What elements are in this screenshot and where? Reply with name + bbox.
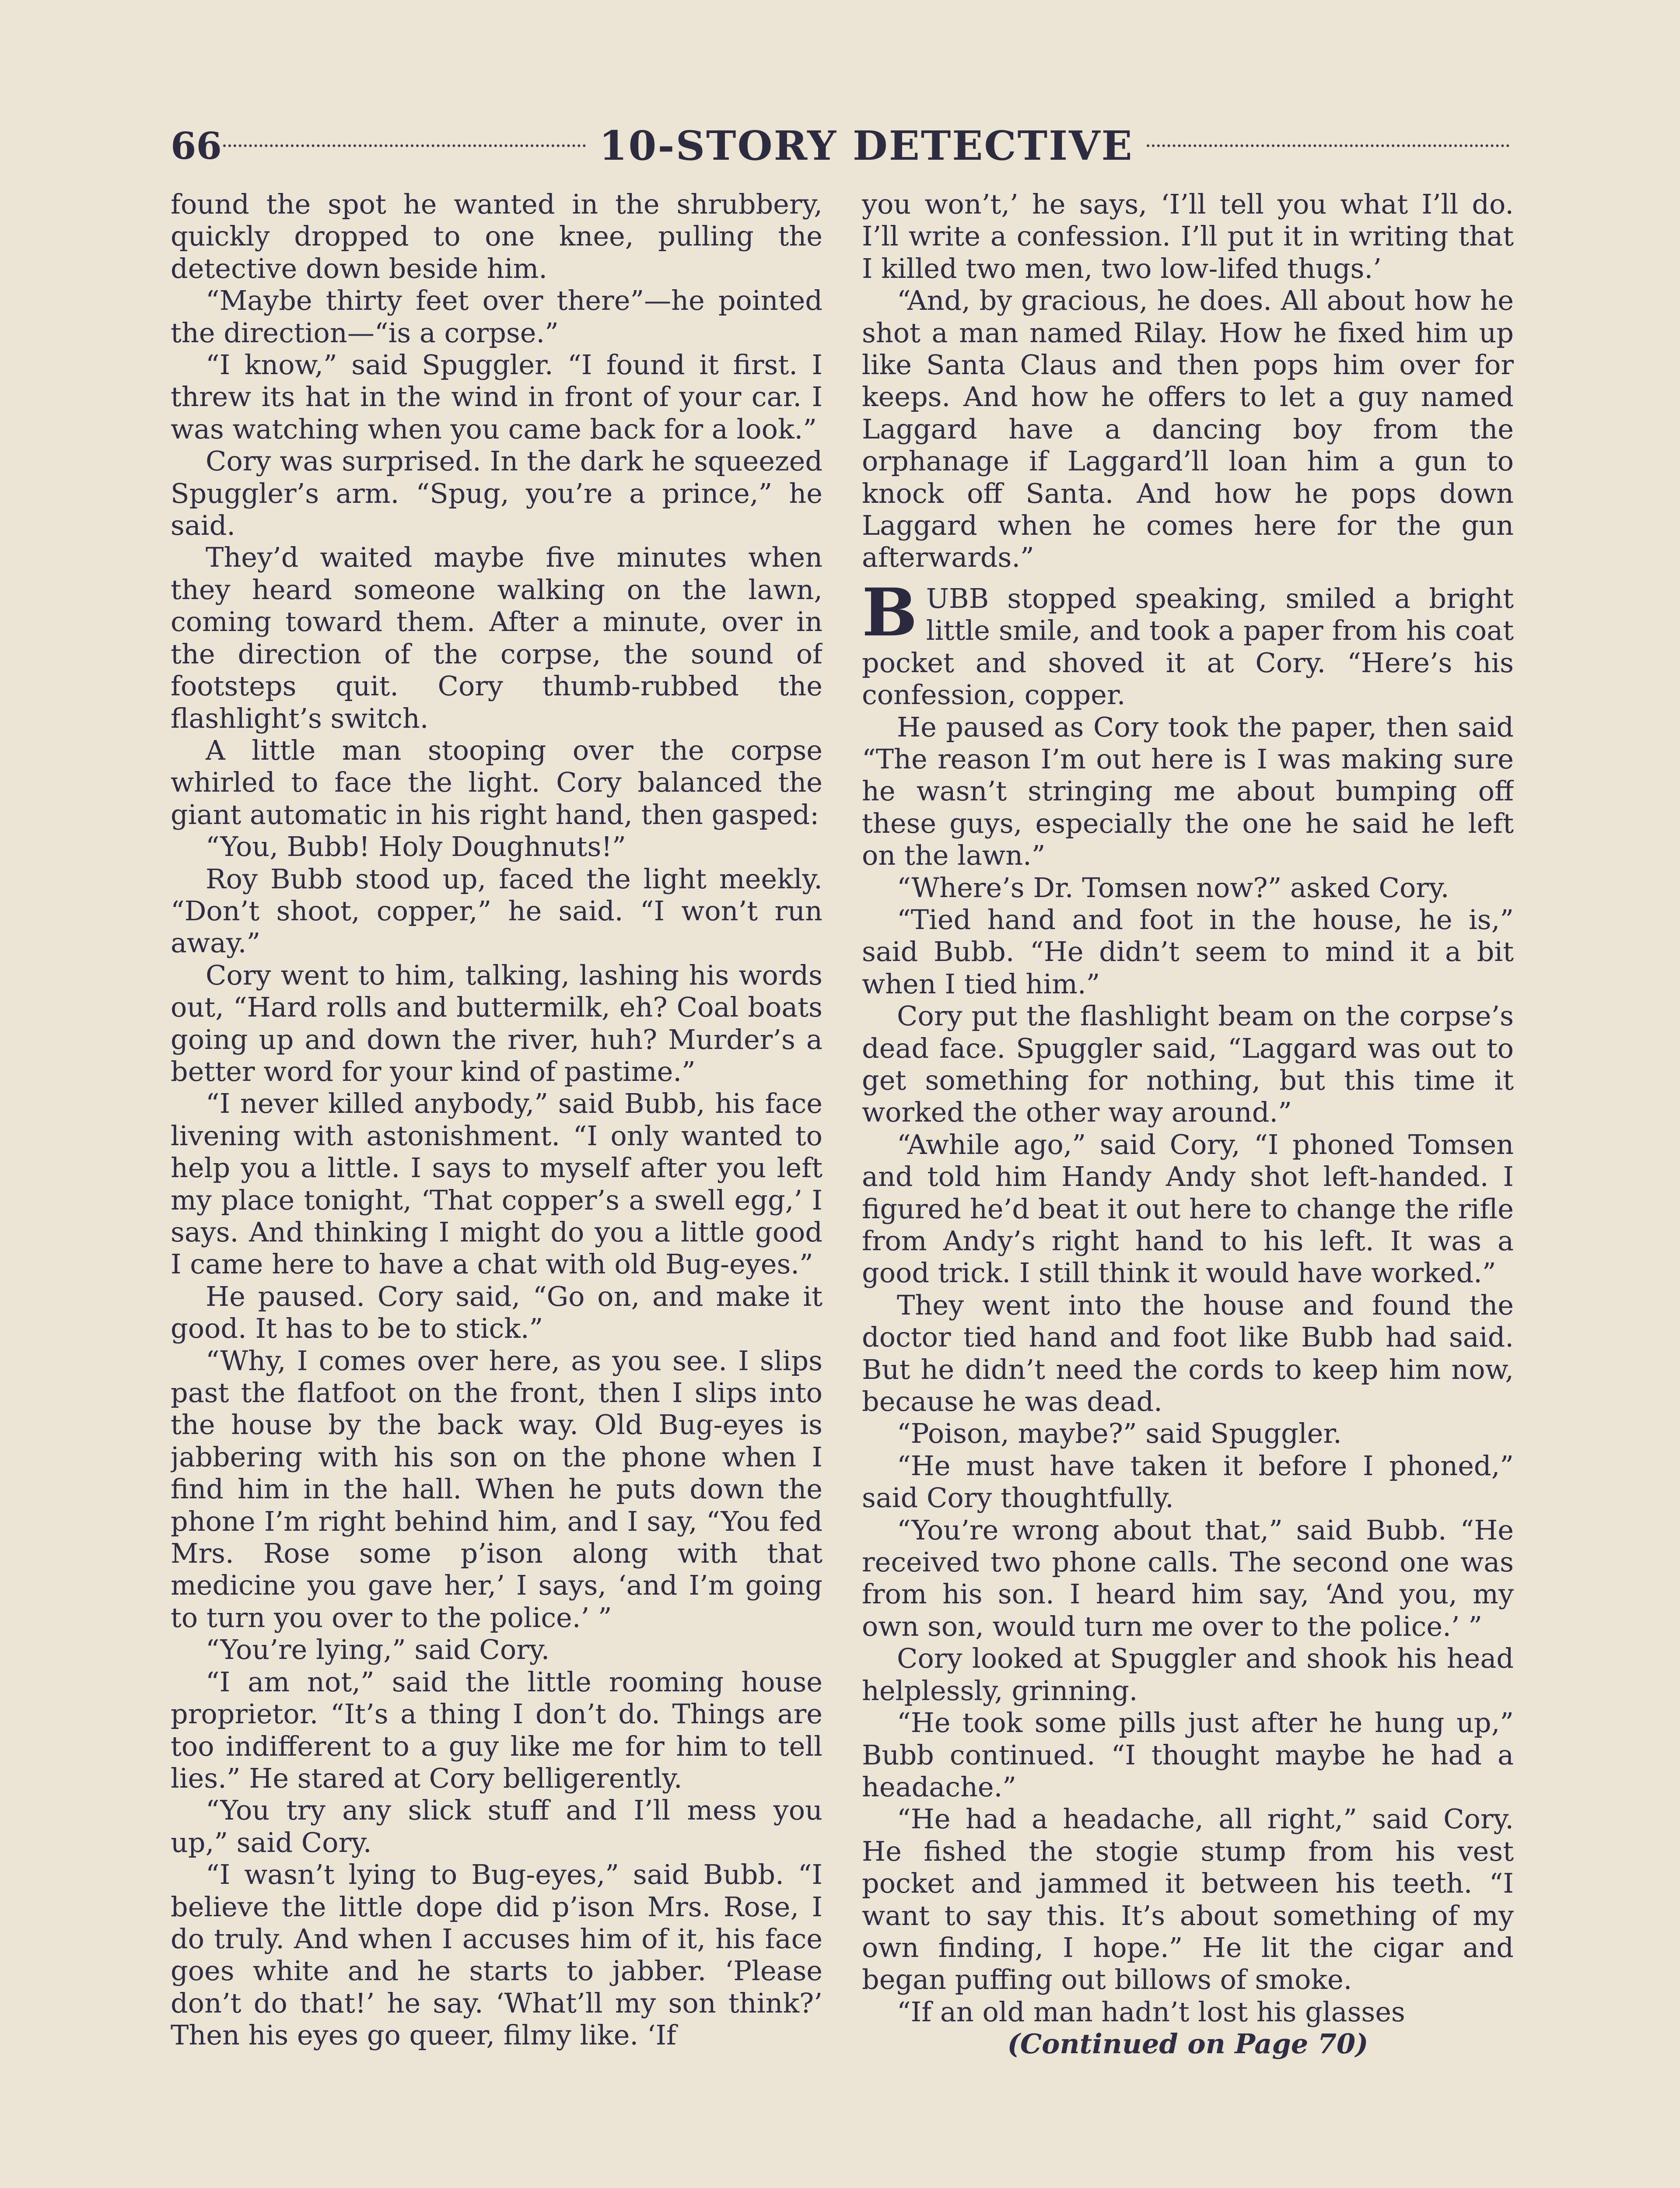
paragraph: Cory went to him, talking, lashing his words out, “Hard rolls and buttermilk, eh? Coal boats going up and down the river, huh? Murder’s a better word for your kind of pastime.” [171,959,822,1087]
paragraph: “I wasn’t lying to Bug-eyes,” said Bubb. “I believe the little dope did p’ison Mrs. Rose, I do truly. And when I accuses him of it, his face goes white and he starts to jabber. ‘Please don’t do that!’ he say. ‘What’ll my son think?’ Then his eyes go queer, filmy like. ‘If [171,1858,822,2051]
paragraph: “Maybe thirty feet over there”—he pointed the direction—“is a corpse.” [171,284,822,349]
paragraph: Cory put the flashlight beam on the corpse’s dead face. Spuggler said, “Laggard was out to get something for nothing, but this time it worked the other way around.” [862,1000,1514,1129]
paragraph: “Why, I comes over here, as you see. I slips past the flatfoot on the front, then I slips into the house by the back way. Old Bug-eyes is jabbering with his son on the phone when I find him in the hall. When he puts down the phone I’m right behind him, and I say, “You fed Mrs. Rose some p’ison along with that medicine you gave her,’ I says, ‘and I’m going to turn you over to the police.’ ” [171,1344,822,1634]
paragraph: “You, Bubb! Holy Doughnuts!” [206,831,626,863]
paragraph: “He had a headache, all right,” said Cory. He fished the stogie stump from his vest pocket and jammed it between his teeth. “I want to say this. It’s about something of my own finding, I hope.” He lit the cigar and began puffing out billows of smoke. [862,1803,1514,1996]
page-number: 66 [171,124,222,168]
paragraph: “You’re lying,” said Cory. [206,1634,550,1666]
dropcap-paragraph [862,574,1514,711]
paragraph: “Poison, maybe?” said Spuggler. [897,1417,1342,1450]
paragraph: “He took some pills just after he hung up,” Bubb continued. “I thought maybe he had a headache.” [862,1707,1514,1803]
paragraph: He paused. Cory said, “Go on, and make it good. It has to be to stick.” [171,1280,822,1345]
paragraph: “You try any slick stuff and I’ll mess you up,” said Cory. [171,1794,822,1858]
magazine-title: 10-STORY DETECTIVE [599,122,1134,169]
paragraph: They’d waited maybe five minutes when they heard someone walking on the lawn, coming toward them. After a minute, over in the direction of the corpse, the sound of footsteps quit. Cory thumb-rubbed the flashlight’s switch. [171,541,822,734]
paragraph: “Tied hand and foot in the house, he is,” said Bubb. “He didn’t seem to mind it a bit when I tied him.” [862,903,1514,1000]
paragraph: “I am not,” said the little rooming house proprietor. “It’s a thing I don’t do. Things are too indifferent to a guy like me for him to tell lies.” He stared at Cory belligerently. [171,1666,822,1794]
paragraph: He paused as Cory took the paper, then said “The reason I’m out here is I was making sure he wasn’t stringing me about bumping off these guys, especially the one he said he left on the lawn.” [862,711,1514,872]
paragraph: “Awhile ago,” said Cory, “I phoned Tomsen and told him Handy Andy shot left-handed. I figured he’d beat it out here to change the rifle from Andy’s right hand to his left. It was a good trick. I still think it would have worked.” [862,1128,1514,1289]
paragraph: “I never killed anybody,” said Bubb, his face livening with astonishment. “I only wanted to help you a little. I says to myself after you left my place tonight, ‘That copper’s a swell egg,’ I says. And thinking I might do you a little good I came here to have a chat with old Bug-eyes.” [171,1087,822,1280]
paragraph: A little man stooping over the corpse whirled to face the light. Cory balanced the giant automatic in his right hand, then gasped: [171,734,822,831]
paragraph: They went into the house and found the doctor tied hand and foot like Bubb had said. But he didn’t need the cords to keep him now, because he was dead. [862,1289,1514,1418]
paragraph: Cory looked at Spuggler and shook his head helplessly, grinning. [862,1642,1514,1707]
paragraph: “Where’s Dr. Tomsen now?” asked Cory. [897,871,1449,904]
dropcap-letter: B [862,574,917,651]
page-header [171,117,1522,174]
paragraph: you won’t,’ he says, ‘I’ll tell you what I’ll do. I’ll write a confession. I’ll put it in writing that I killed two men, two low-lifed thugs.’ [862,188,1514,284]
left-column [171,188,822,2188]
paragraph: “You’re wrong about that,” said Bubb. “He received two phone calls. The second one was from his son. I heard him say, ‘And you, my own son, would turn me over to the police.’ ” [862,1514,1514,1642]
paragraph: “He must have taken it before I phoned,” said Cory thoughtfully. [862,1449,1514,1514]
paragraph: Cory was surprised. In the dark he squeezed Spuggler’s arm. “Spug, you’re a prince,” he said. [171,445,822,542]
header-rule-right [1147,144,1509,147]
paragraph: “If an old man hadn’t lost his glasses [897,1995,1405,2028]
header-rule-left [223,144,586,147]
dropcap-text: UBB stopped speaking, smiled a bright little smile, and took a paper from his coat pocket and shoved it at Cory. “Here’s his confession, copper. [862,582,1514,711]
paragraph: Roy Bubb stood up, faced the light meekly. “Don’t shoot, copper,” he said. “I won’t run away.” [171,863,822,959]
paragraph: found the spot he wanted in the shrubbery, quickly dropped to one knee, pulling the detective down beside him. [171,188,822,284]
continued-note: (Continued on Page 70) [1007,2028,1368,2060]
paragraph: “And, by gracious, he does. All about how he shot a man named Rilay. How he fixed him up like Santa Claus and then pops him over for keeps. And how he offers to let a guy named Laggard have a dancing boy from the orphanage if Laggard’ll loan him a gun to knock off Santa. And how he pops down Laggard when he comes here for the gun afterwards.” [862,284,1514,574]
paragraph: “I know,” said Spuggler. “I found it first. I threw its hat in the wind in front of your car. I was watching when you came back for a look.” [171,349,822,445]
right-column [862,188,1514,2188]
